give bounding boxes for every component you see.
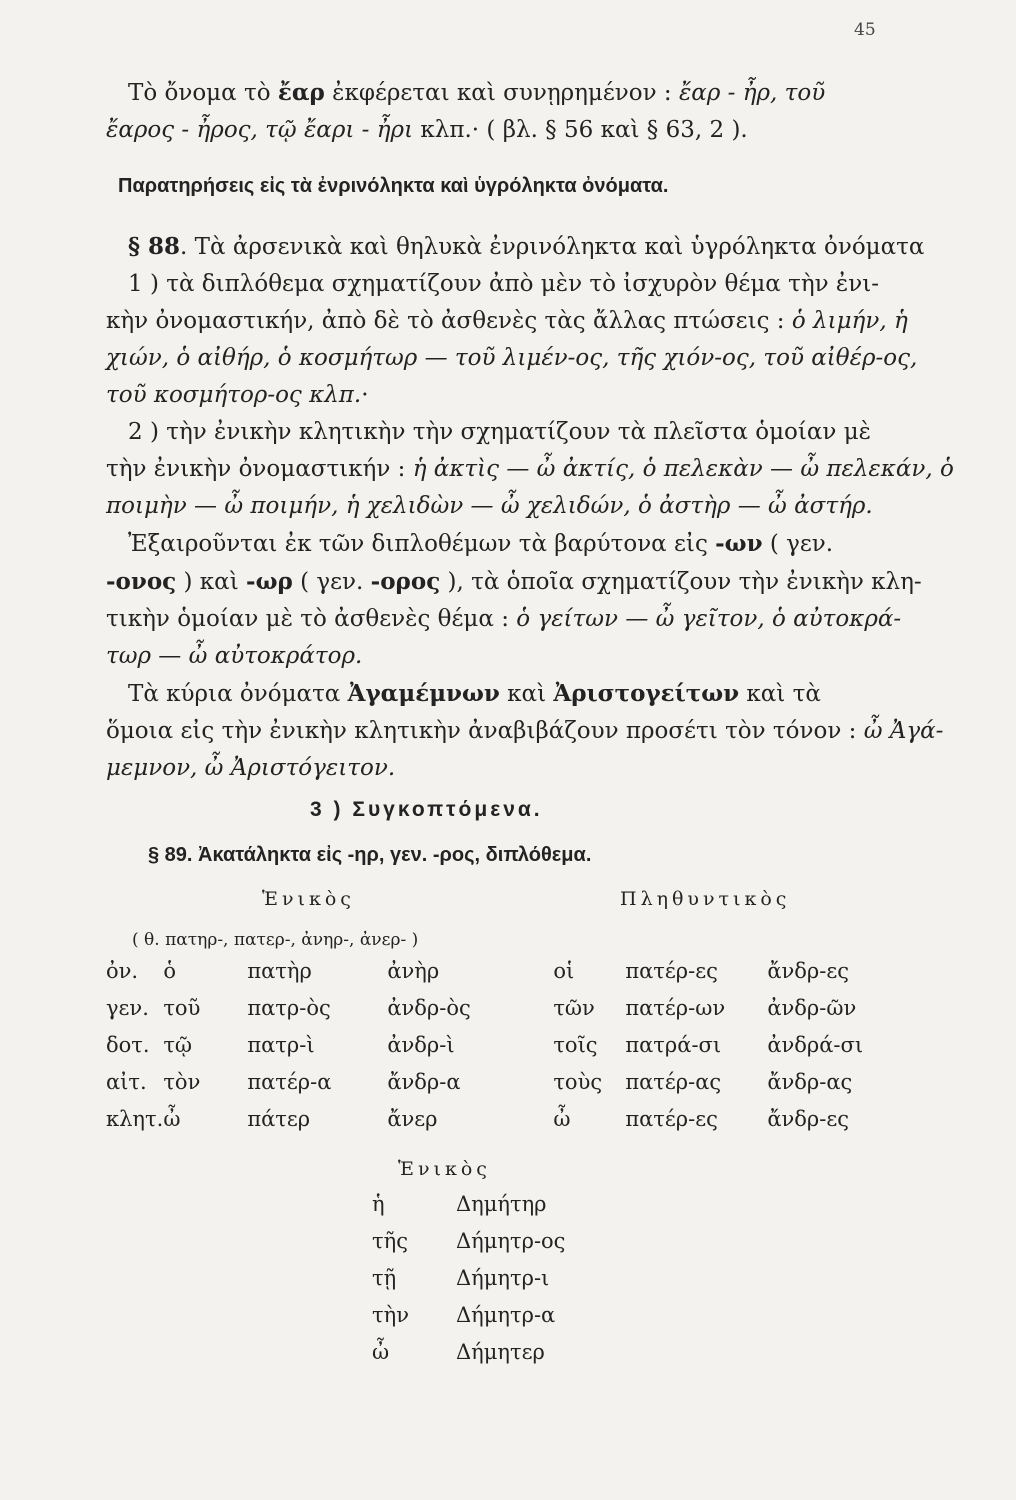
pater-plural: πατέρ-ες	[625, 1106, 718, 1131]
page-number: 45	[854, 20, 876, 40]
article: ὦ	[372, 1339, 390, 1364]
p88-line-8: ποιμὴν — ὦ ποιμήν, ἡ χελιδὼν — ὦ χελιδών, ὁ ἀστὴρ — ὦ ἀστήρ.	[106, 493, 873, 519]
text: Ἐξαιροῦνται ἐκ τῶν διπλοθέμων τὰ βαρύτονα εἰς	[128, 531, 716, 557]
article-singular: τὸν	[163, 1069, 201, 1094]
table-row	[106, 989, 887, 1026]
paragraph-88	[106, 228, 954, 787]
p88-line-5	[106, 377, 906, 414]
p88-line-1	[106, 228, 925, 266]
paragraph-89-heading: § 89. Ἀκατάληκτα εἰς -ηρ, γεν. -ρος, διπλόθεμα.	[148, 844, 592, 866]
article-plural: ὦ	[553, 1106, 571, 1131]
table-row	[106, 952, 887, 989]
article: τῆς	[372, 1228, 408, 1253]
aner-plural: ἄνδρ-ας	[767, 1069, 853, 1094]
table-row	[372, 1222, 565, 1259]
text: κλπ.· ( βλ. § 56 καὶ § 63, 2 ).	[413, 117, 748, 143]
aner-plural: ἄνδρ-ες	[767, 958, 849, 983]
proper-name: Ἀγαμέμνων	[347, 680, 500, 707]
case-label: αἰτ.	[106, 1069, 147, 1094]
example: ὁ γείτων — ὦ γεῖτον, ὁ αὐτοκρά-	[516, 606, 902, 632]
pater-plural: πατέρ-ων	[625, 995, 726, 1020]
demeter-form: Δημήτηρ	[456, 1191, 547, 1216]
table-row	[372, 1259, 565, 1296]
aner-singular: ἀνὴρ	[387, 958, 440, 983]
aner-plural: ἀνδρ-ῶν	[767, 995, 857, 1020]
p88-line-13	[106, 675, 906, 713]
p88-line-3	[106, 303, 906, 340]
text: Τὰ κύρια ὀνόματα	[128, 681, 348, 707]
p88-line-9	[106, 525, 906, 563]
plural-label: Πληθυντικὸς	[620, 888, 791, 910]
demeter-singular-label: Ἑνικὸς	[398, 1158, 491, 1180]
declension-table	[106, 952, 887, 1137]
case-label: δοτ.	[106, 1032, 150, 1057]
article-singular: ὦ	[163, 1106, 181, 1131]
pater-singular: πάτερ	[247, 1106, 311, 1131]
case-label: κλητ.	[106, 1106, 164, 1131]
p88-line-6: 2 ) τὴν ἐνικὴν κλητικὴν τὴν σχηματίζουν τὰ πλεῖστα ὁμοίαν μὲ	[128, 419, 871, 445]
example: ἡ ἀκτὶς — ὦ ἀκτίς, ὁ πελεκὰν — ὦ πελεκάν, ὁ	[412, 456, 954, 482]
themes-note: ( θ. πατηρ-, πατερ-, ἀνηρ-, ἀνερ- )	[132, 930, 419, 950]
article-singular: τῷ	[163, 1032, 193, 1057]
case-label: ὀν.	[106, 958, 139, 983]
article-plural: οἱ	[553, 958, 575, 983]
intro-paragraph	[106, 74, 906, 149]
intro-line-2	[106, 112, 906, 149]
aner-plural: ἄνδρ-ες	[767, 1106, 849, 1131]
article-singular: τοῦ	[163, 995, 201, 1020]
text: ὅμοια εἰς τὴν ἐνικὴν κλητικὴν ἀναβιβάζουν προσέτι τὸν τόνον :	[106, 718, 864, 744]
singular-label: Ἑνικὸς	[262, 888, 355, 910]
text: τὴν ἐνικὴν ὀνομαστικήν :	[106, 456, 413, 482]
table-row	[372, 1333, 565, 1370]
p88-line-12: τωρ — ὦ αὐτοκράτορ.	[106, 643, 363, 669]
intro-line-1	[106, 74, 906, 112]
section-heading: Παρατηρήσεις εἰς τὰ ἐνρινόληκτα καὶ ὑγρόληκτα ὀνόματα.	[118, 175, 669, 197]
aner-singular: ἀνδρ-ὶ	[387, 1032, 455, 1057]
ending: -ονος	[106, 568, 177, 595]
text: τικὴν ὁμοίαν μὲ τὸ ἀσθενὲς θέμα :	[106, 606, 517, 632]
pater-plural: πατέρ-ες	[625, 958, 718, 983]
article-plural: τῶν	[553, 995, 595, 1020]
text: ·	[361, 382, 369, 408]
text: καὶ	[499, 681, 554, 707]
case-label: γεν.	[106, 995, 149, 1020]
article: τῇ	[372, 1265, 397, 1290]
p88-line-10	[106, 563, 922, 601]
p88-line-2: 1 ) τὰ διπλόθεμα σχηματίζουν ἀπὸ μὲν τὸ ἰσχυρὸν θέμα τὴν ἐνι-	[128, 271, 880, 297]
text: κὴν ὀνομαστικήν, ἀπὸ δὲ τὸ ἀσθενὲς τὰς ἄλλας πτώσεις :	[106, 308, 792, 334]
example: τοῦ κοσμήτορ-ος κλπ.	[106, 382, 362, 408]
aner-singular: ἄνερ	[387, 1106, 438, 1131]
text: ( γεν.	[762, 531, 834, 557]
p88-line-7	[106, 451, 954, 488]
example: ὦ Ἀγά-	[863, 718, 944, 744]
proper-name: Ἀριστογείτων	[553, 680, 740, 707]
ending: -ορος	[370, 568, 441, 595]
demeter-form: Δήμητρ-ος	[456, 1228, 566, 1253]
text: ) καὶ	[176, 569, 247, 595]
p88-line-14	[106, 713, 944, 750]
demeter-form: Δήμητερ	[456, 1339, 545, 1364]
table-row	[372, 1296, 565, 1333]
text: . Τὰ ἀρσενικὰ καὶ θηλυκὰ ἐνρινόληκτα καὶ ὑγρόληκτα ὀνόματα	[180, 234, 925, 260]
term-ear: ἔαρ	[277, 79, 325, 106]
pater-singular: πατέρ-α	[247, 1069, 332, 1094]
article: τὴν	[372, 1302, 409, 1327]
table-row	[372, 1185, 565, 1222]
text: ), τὰ ὁποῖα σχηματίζουν τὴν ἐνικὴν κλη-	[440, 569, 922, 595]
section-mark-88: § 88	[128, 233, 181, 260]
table-row	[106, 1026, 887, 1063]
p88-line-4: χιών, ὁ αἰθήρ, ὁ κοσμήτωρ — τοῦ λιμέν-ος, τῆς χιόν-ος, τοῦ αἰθέρ-ος,	[106, 345, 918, 371]
article-singular: ὁ	[163, 958, 176, 983]
demeter-form: Δήμητρ-α	[456, 1302, 556, 1327]
pater-plural: πατρά-σι	[625, 1032, 722, 1057]
pater-singular: πατρ-ὶ	[247, 1032, 315, 1057]
pater-singular: πατὴρ	[247, 958, 312, 983]
article-plural: τοῖς	[553, 1032, 598, 1057]
text: Τὸ ὄνομα τὸ	[128, 80, 278, 106]
table-row	[106, 1063, 887, 1100]
example: ἔαρ - ἦρ, τοῦ	[678, 80, 826, 106]
table-row	[106, 1100, 887, 1137]
ending: -ωρ	[246, 568, 293, 595]
text: ( γεν.	[292, 569, 371, 595]
text: ἐκφέρεται καὶ συνῃρημένον :	[324, 80, 679, 106]
example: ἔαρος - ἦρος, τῷ ἔαρι - ἦρι	[106, 117, 414, 143]
subsection-title: 3 ) Συγκοπτόμενα.	[310, 798, 543, 821]
aner-plural: ἀνδρά-σι	[767, 1032, 864, 1057]
p88-line-15: μεμνον, ὦ Ἀριστόγειτον.	[106, 755, 396, 781]
aner-singular: ἄνδρ-α	[387, 1069, 461, 1094]
p88-line-11	[106, 601, 906, 638]
demeter-form: Δήμητρ-ι	[456, 1265, 550, 1290]
text: καὶ τὰ	[739, 681, 821, 707]
pater-singular: πατρ-ὸς	[247, 995, 331, 1020]
article-plural: τοὺς	[553, 1069, 603, 1094]
aner-singular: ἀνδρ-ὸς	[387, 995, 471, 1020]
demeter-table	[372, 1185, 565, 1370]
example: ὁ λιμήν, ἡ	[791, 308, 908, 334]
pater-plural: πατέρ-ας	[625, 1069, 722, 1094]
ending: -ων	[715, 530, 763, 557]
article: ἡ	[372, 1191, 385, 1216]
